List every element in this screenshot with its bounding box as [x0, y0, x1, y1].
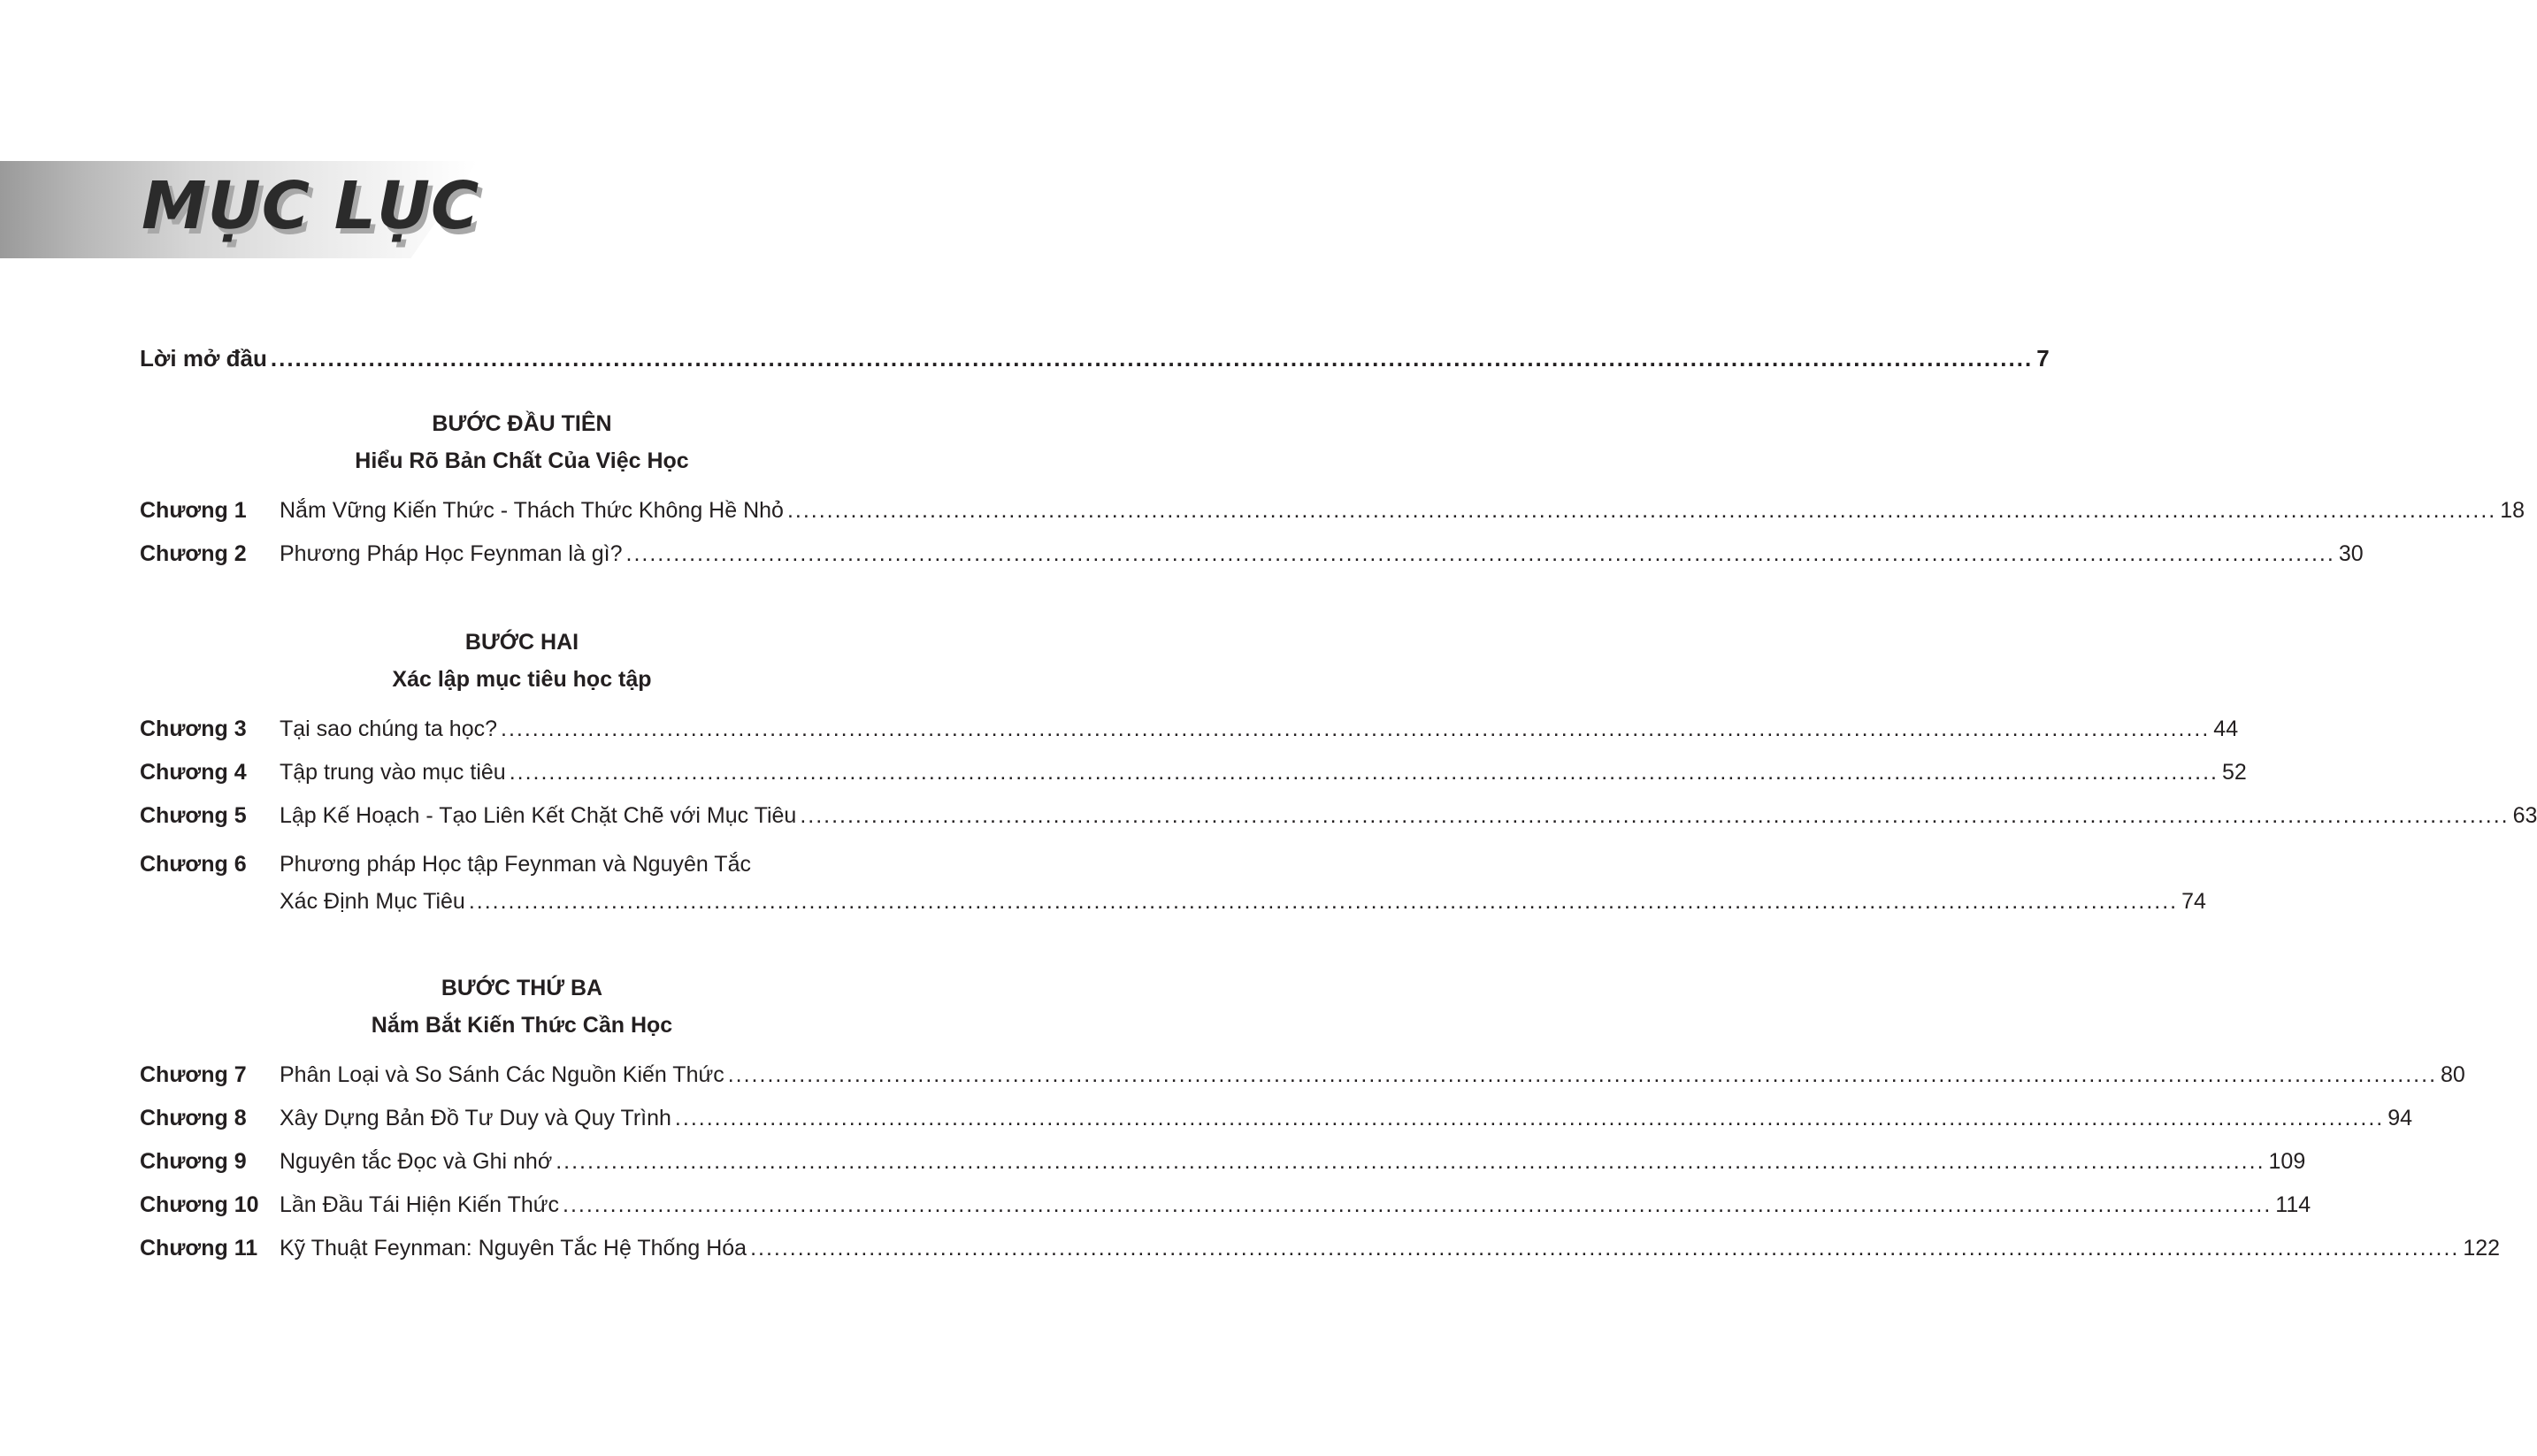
chapter-title: Phương Pháp Học Feynman là gì? [280, 541, 623, 566]
page-number: 80 [2441, 1062, 2465, 1087]
chapter-label: Chương 7 [140, 1062, 247, 1087]
page-number: 7 [2036, 345, 2050, 372]
table-of-contents [140, 345, 2537, 1278]
part-subtitle: Nắm Bắt Kiến Thức Cần Học [371, 1013, 673, 1038]
chapter-label: Chương 11 [140, 1236, 258, 1261]
chapter-title: Tập trung vào mục tiêu [280, 760, 506, 785]
chapter-label: Chương 8 [140, 1106, 247, 1130]
toc-entry[interactable] [140, 716, 2239, 742]
part-section [140, 624, 862, 698]
chapter-label: Chương 3 [140, 717, 247, 741]
chapter-label: Chương 1 [140, 498, 247, 523]
chapter-label: Chương 6 [140, 852, 247, 877]
part-section [140, 969, 862, 1044]
page-title: MỤC LỤC [142, 168, 480, 244]
dot-leader [563, 1192, 2272, 1218]
chapter-label: Chương 4 [140, 760, 247, 785]
toc-entry[interactable] [140, 497, 2526, 524]
page-number: 114 [2275, 1192, 2311, 1217]
part-heading: BƯỚC THỨ BA [441, 976, 603, 1000]
dot-leader [271, 345, 2033, 372]
page-number: 122 [2463, 1236, 2501, 1261]
dot-leader [728, 1061, 2437, 1088]
chapter-title-block [280, 846, 2206, 920]
page-number: 74 [2181, 889, 2206, 914]
dot-leader [510, 759, 2219, 785]
toc-entry[interactable] [140, 1192, 2311, 1218]
chapter-label: Chương 5 [140, 803, 247, 828]
toc-entry[interactable] [140, 1148, 2306, 1175]
chapter-title: Nắm Vững Kiến Thức - Thách Thức Không Hề Nhỏ [280, 498, 784, 523]
toc-entry[interactable] [140, 1105, 2413, 1131]
part-heading: BƯỚC HAI [464, 630, 579, 655]
chapter-title: Lần Đầu Tái Hiện Kiến Thức [280, 1192, 559, 1217]
dot-leader [800, 802, 2509, 829]
part-subtitle: Hiểu Rõ Bản Chất Của Việc Học [355, 448, 689, 473]
page-number: 94 [2388, 1106, 2413, 1130]
chapter-title-line2: Xác Định Mục Tiêu [280, 889, 465, 914]
chapter-title: Kỹ Thuật Feynman: Nguyên Tắc Hệ Thống Hóa [280, 1236, 747, 1261]
part-subtitle: Xác lập mục tiêu học tập [392, 667, 652, 692]
page-number: 52 [2222, 760, 2247, 785]
preface-label: Lời mở đầu [140, 345, 267, 372]
dot-leader [626, 540, 2335, 567]
chapter-title: Xây Dựng Bản Đồ Tư Duy và Quy Trình [280, 1106, 671, 1130]
chapter-title-line1: Phương pháp Học tập Feynman và Nguyên Tắc [280, 852, 751, 877]
chapter-title-line2-row [280, 883, 2206, 920]
toc-entry[interactable] [140, 846, 2206, 920]
dot-leader [675, 1105, 2384, 1131]
chapter-label: Chương 10 [140, 1192, 259, 1217]
dot-leader [750, 1235, 2459, 1261]
toc-entry[interactable] [140, 759, 2247, 785]
toc-entry[interactable] [140, 540, 2364, 567]
page-number: 44 [2213, 717, 2239, 741]
toc-entry[interactable] [140, 1061, 2465, 1088]
chapter-label: Chương 9 [140, 1149, 247, 1174]
toc-entry[interactable] [140, 1235, 2501, 1261]
chapter-title: Phân Loại và So Sánh Các Nguồn Kiến Thức [280, 1062, 724, 1087]
page-number: 63 [2512, 803, 2537, 828]
dot-leader [556, 1148, 2265, 1175]
toc-entry-preface[interactable] [140, 345, 2050, 372]
page-number: 18 [2500, 498, 2526, 523]
dot-leader [501, 716, 2210, 742]
dot-leader [787, 497, 2496, 524]
chapter-title: Tại sao chúng ta học? [280, 717, 497, 741]
chapter-title: Lập Kế Hoạch - Tạo Liên Kết Chặt Chẽ với Mục Tiêu [280, 803, 797, 828]
page-number: 30 [2338, 541, 2364, 566]
part-heading: BƯỚC ĐẦU TIÊN [432, 411, 612, 436]
dot-leader [469, 883, 2178, 920]
part-section [140, 405, 862, 479]
toc-entry[interactable] [140, 802, 2537, 829]
chapter-title: Nguyên tắc Đọc và Ghi nhớ [280, 1149, 553, 1174]
chapter-label: Chương 2 [140, 541, 247, 566]
page-number: 109 [2268, 1149, 2306, 1174]
